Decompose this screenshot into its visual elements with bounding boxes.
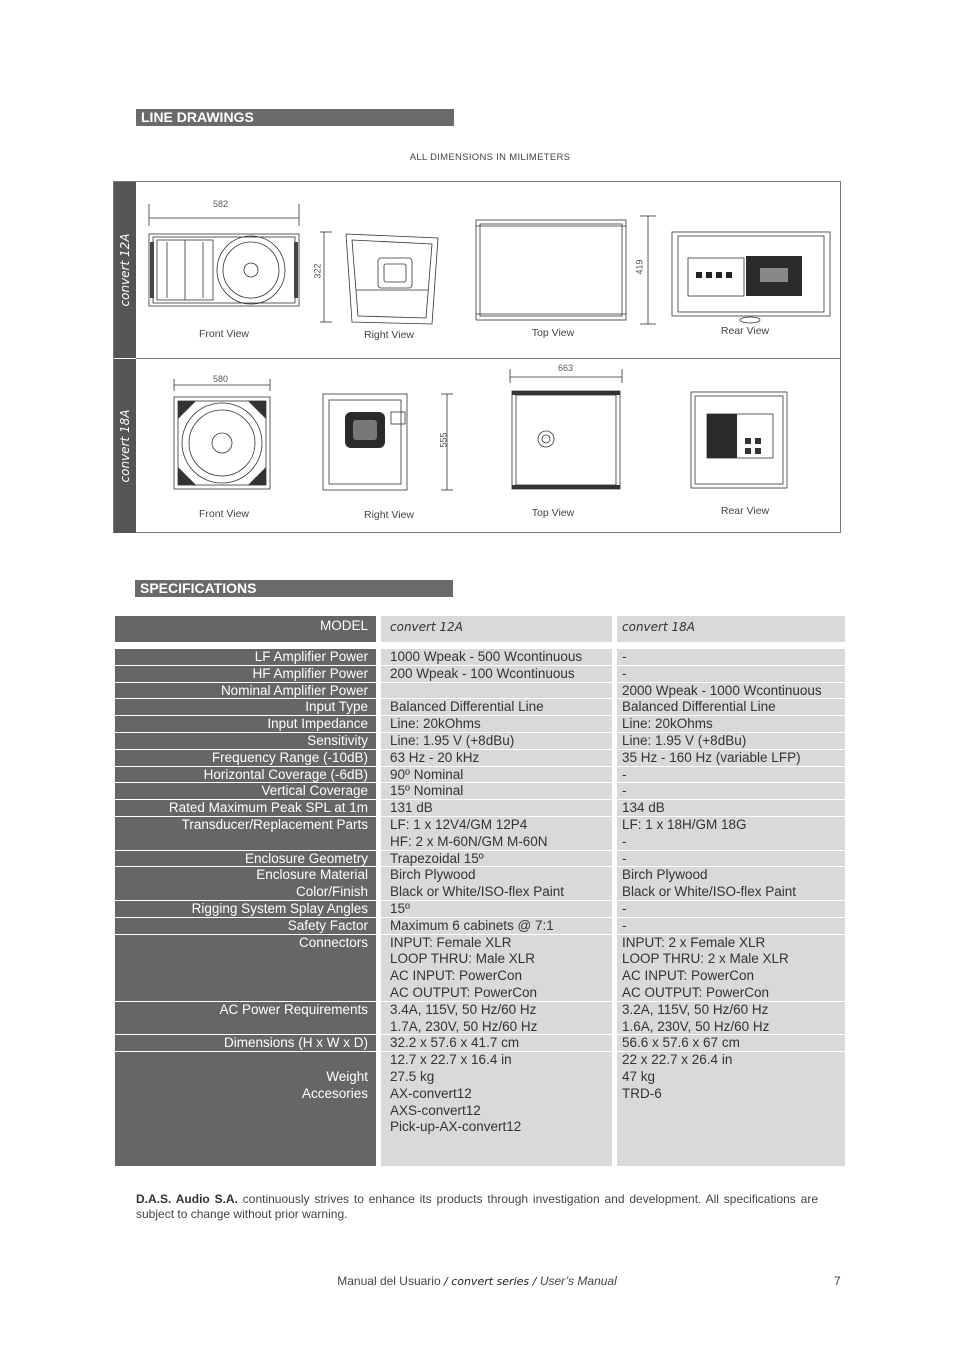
- convert18a-rear-drawing: [689, 390, 789, 490]
- spec-value-18a: -: [617, 901, 845, 917]
- spec-row: [115, 851, 845, 868]
- spec-value-18a: 35 Hz - 160 Hz (variable LFP): [617, 750, 845, 766]
- convert12a-side-label: [114, 182, 136, 358]
- spec-row: [115, 649, 845, 666]
- company-name: D.A.S. Audio S.A.: [136, 1192, 238, 1206]
- spec-value-18a: -: [617, 783, 845, 799]
- spec-value-12a: Line: 20kOhms: [381, 716, 612, 732]
- spec-label: Enclosure Material Color/Finish: [115, 867, 376, 900]
- spec-value-12a: INPUT: Female XLR LOOP THRU: Male XLR AC INPUT: PowerCon AC OUTPUT: PowerCon: [381, 935, 612, 1001]
- convert18a-width-dim: 580: [213, 374, 229, 384]
- specifications-heading: SPECIFICATIONS: [135, 580, 453, 597]
- spec-row: [115, 800, 845, 817]
- convert12a-right-drawing: [318, 230, 446, 330]
- spec-value-12a: Line: 1.95 V (+8dBu): [381, 733, 612, 749]
- convert12a-width-dim: 582: [213, 199, 229, 209]
- convert12a-top-drawing: [472, 212, 662, 330]
- line-drawings-heading: LINE DRAWINGS: [136, 109, 454, 126]
- spec-row: [115, 1035, 845, 1052]
- spec-label: Input Type: [115, 699, 376, 715]
- spec-label: Frequency Range (-10dB): [115, 750, 376, 766]
- spec-value-12a: 12.7 x 22.7 x 16.4 in 27.5 kg AX-convert12 AXS-convert12 Pick-up-AX-convert12: [381, 1052, 612, 1166]
- spec-label: Sensitivity: [115, 733, 376, 749]
- convert12a-rear-view-label: Rear View: [720, 325, 770, 337]
- spec-label: Enclosure Geometry: [115, 851, 376, 867]
- spec-value-12a: 131 dB: [381, 800, 612, 816]
- spec-value-12a: LF: 1 x 12V4/GM 12P4 HF: 2 x M-60N/GM M-60N: [381, 817, 612, 850]
- spec-row: [115, 867, 845, 901]
- spec-value-12a: Balanced Differential Line: [381, 699, 612, 715]
- spec-value-18a: 3.2A, 115V, 50 Hz/60 Hz 1.6A, 230V, 50 Hz/60 Hz: [617, 1002, 845, 1035]
- spec-row: [115, 699, 845, 716]
- spec-row: [115, 716, 845, 733]
- spec-row: [115, 750, 845, 767]
- row-divider: [136, 358, 840, 359]
- spec-value-18a: LF: 1 x 18H/GM 18G -: [617, 817, 845, 850]
- spec-value-12a: 1000 Wpeak - 500 Wcontinuous: [381, 649, 612, 665]
- spec-row: [115, 901, 845, 918]
- spec-value-18a: Line: 20kOhms: [617, 716, 845, 732]
- spec-label: Vertical Coverage: [115, 783, 376, 799]
- footer-left: Manual del Usuario: [337, 1274, 444, 1288]
- spec-label: Rigging System Splay Angles: [115, 901, 376, 917]
- spec-value-18a: Birch Plywood Black or White/ISO-flex Paint: [617, 867, 845, 900]
- spec-value-12a: Trapezoidal 15º: [381, 851, 612, 867]
- spec-row: [115, 783, 845, 800]
- model-12a-header: convert 12A: [381, 616, 612, 642]
- spec-row: [115, 918, 845, 935]
- spec-value-18a: 22 x 22.7 x 26.4 in 47 kg TRD-6: [617, 1052, 845, 1166]
- footer-series: convert series: [451, 1275, 530, 1288]
- convert18a-right-view-label: Right View: [364, 509, 414, 521]
- spec-value-12a: 200 Wpeak - 100 Wcontinuous: [381, 666, 612, 682]
- spec-value-12a: 15º Nominal: [381, 783, 612, 799]
- spec-row: [115, 1052, 845, 1167]
- convert12a-right-view-label: Right View: [364, 329, 414, 341]
- convert12a-height-dim: 322: [312, 263, 323, 279]
- spec-value-18a: -: [617, 649, 845, 665]
- spec-value-12a: 32.2 x 57.6 x 41.7 cm: [381, 1035, 612, 1051]
- spec-value-12a: 90º Nominal: [381, 767, 612, 783]
- spec-value-12a: Birch Plywood Black or White/ISO-flex Paint: [381, 867, 612, 900]
- convert18a-depth-dim: 663: [558, 363, 574, 373]
- convert12a-label: convert 12A: [118, 233, 132, 307]
- spec-value-18a: INPUT: 2 x Female XLR LOOP THRU: 2 x Male XLR AC INPUT: PowerCon AC OUTPUT: PowerCon: [617, 935, 845, 1001]
- convert18a-right-drawing: [319, 390, 454, 494]
- model-18a-header: convert 18A: [617, 616, 845, 642]
- spec-value-18a: 56.6 x 57.6 x 67 cm: [617, 1035, 845, 1051]
- spec-label: Transducer/Replacement Parts: [115, 817, 376, 850]
- convert18a-height-dim: 555: [438, 432, 449, 448]
- dimension-note: ALL DIMENSIONS IN MILIMETERS: [409, 152, 571, 163]
- convert12a-front-drawing: [147, 202, 302, 312]
- spec-label: Rated Maximum Peak SPL at 1m: [115, 800, 376, 816]
- model-label: MODEL: [115, 616, 376, 642]
- footnote-text: continuously strives to enhance its products through investigation and development. All specifications are subject to change without prior warning.: [136, 1192, 819, 1221]
- line-drawings-panel: [113, 181, 841, 533]
- page-footer: [0, 1274, 954, 1288]
- convert12a-rear-drawing: [670, 228, 835, 324]
- spec-label: HF Amplifier Power: [115, 666, 376, 682]
- spec-row: [115, 817, 845, 851]
- spec-value-18a: -: [617, 666, 845, 682]
- spec-label: Input Impedance: [115, 716, 376, 732]
- spec-row: [115, 935, 845, 1002]
- convert12a-top-view-label: Top View: [531, 327, 575, 339]
- spec-value-12a: 3.4A, 115V, 50 Hz/60 Hz 1.7A, 230V, 50 Hz/60 Hz: [381, 1002, 612, 1035]
- spec-value-18a: Balanced Differential Line: [617, 699, 845, 715]
- spec-header-row: [115, 616, 845, 642]
- spec-row: [115, 733, 845, 750]
- convert18a-label: convert 18A: [118, 409, 132, 483]
- spec-row: [115, 767, 845, 784]
- spec-value-18a: -: [617, 767, 845, 783]
- convert12a-depth-dim: 419: [634, 259, 645, 275]
- spec-label: Dimensions (H x W x D): [115, 1035, 376, 1051]
- spec-value-18a: 134 dB: [617, 800, 845, 816]
- convert12a-front-view-label: Front View: [199, 328, 249, 340]
- spec-row: [115, 1002, 845, 1036]
- spec-value-12a: [381, 683, 612, 699]
- convert18a-top-drawing: [506, 367, 626, 495]
- footer-sep-1: /: [443, 1275, 452, 1288]
- footer-sep-2: /: [529, 1275, 540, 1288]
- spec-row: [115, 683, 845, 700]
- convert18a-front-view-label: Front View: [199, 508, 249, 520]
- footer-right: User’s Manual: [539, 1274, 617, 1288]
- convert18a-front-drawing: [170, 377, 275, 492]
- spec-label: LF Amplifier Power: [115, 649, 376, 665]
- spec-value-18a: 2000 Wpeak - 1000 Wcontinuous: [617, 683, 845, 699]
- spec-label: Safety Factor: [115, 918, 376, 934]
- spec-value-12a: Maximum 6 cabinets @ 7:1: [381, 918, 612, 934]
- footnote: [136, 1192, 818, 1222]
- spec-row: [115, 666, 845, 683]
- page-number: 7: [834, 1274, 841, 1288]
- convert18a-top-view-label: Top View: [531, 507, 575, 519]
- spec-value-18a: Line: 1.95 V (+8dBu): [617, 733, 845, 749]
- spec-label: Horizontal Coverage (-6dB): [115, 767, 376, 783]
- convert18a-side-label: [114, 359, 136, 533]
- spec-value-12a: 15º: [381, 901, 612, 917]
- spec-value-18a: -: [617, 918, 845, 934]
- spec-label: Nominal Amplifier Power: [115, 683, 376, 699]
- spec-label: Connectors: [115, 935, 376, 1001]
- spec-label: AC Power Requirements: [115, 1002, 376, 1035]
- convert18a-rear-view-label: Rear View: [720, 505, 770, 517]
- spec-value-18a: -: [617, 851, 845, 867]
- spec-value-12a: 63 Hz - 20 kHz: [381, 750, 612, 766]
- spec-label: Weight Accesories: [115, 1052, 376, 1166]
